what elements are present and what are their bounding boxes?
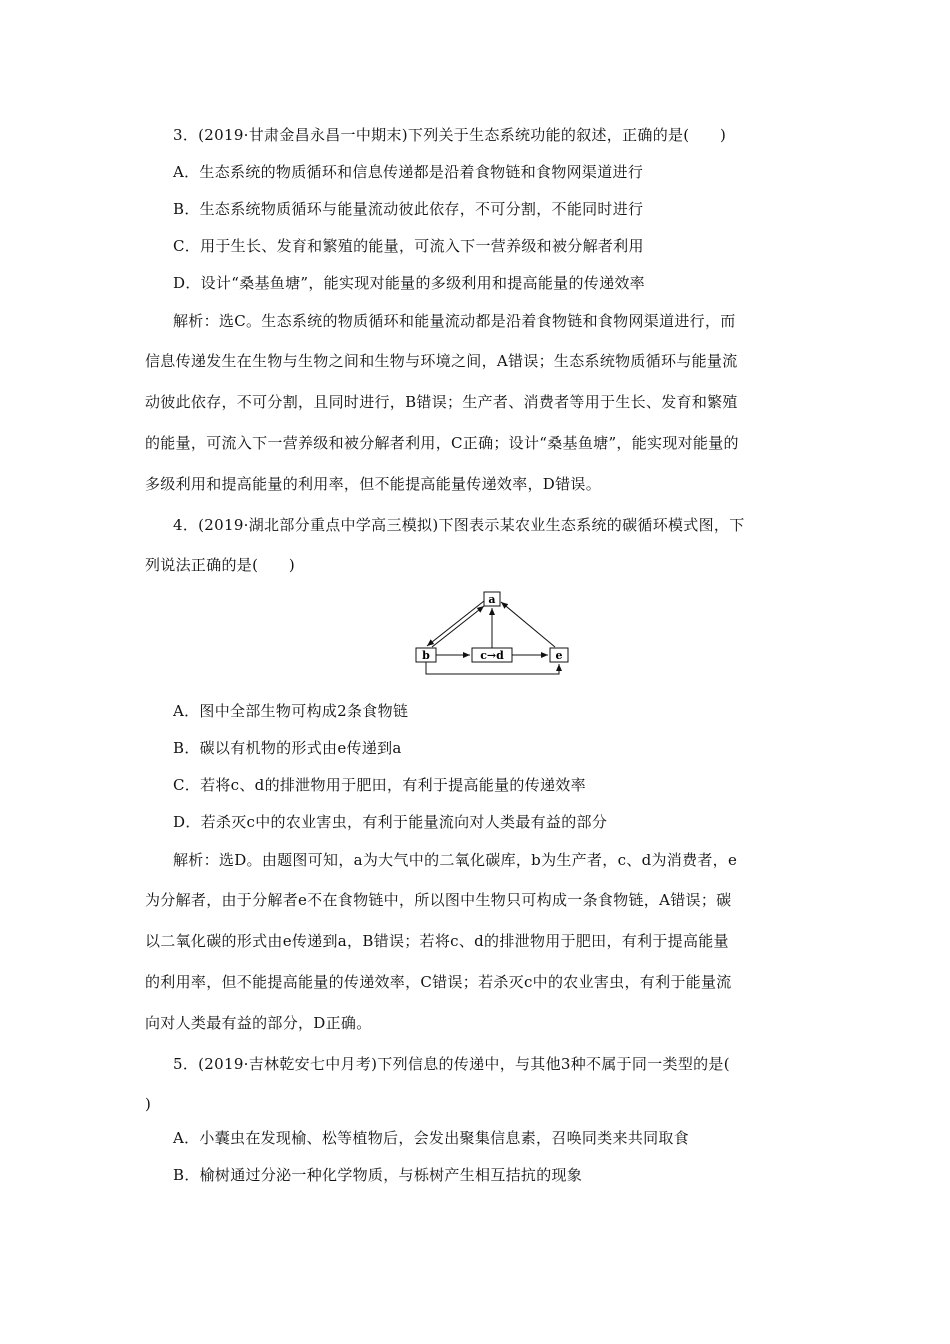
q5-option-b: B．榆树通过分泌一种化学物质，与栎树产生相互拮抗的现象 [173, 1166, 583, 1184]
q4-analysis-line: 的利用率，但不能提高能量的传递效率，C错误；若杀灭c中的农业害虫，有利于能量流 [145, 973, 732, 991]
q3-analysis-line: 动彼此依存，不可分割，且同时进行，B错误；生产者、消费者等用于生长、发育和繁殖 [145, 393, 738, 411]
q4-stem-line: 4．(2019·湖北部分重点中学高三模拟)下图表示某农业生态系统的碳循环模式图，下 [173, 516, 745, 534]
arrow-a-to-b [427, 601, 484, 646]
q5-stem-line: ) [145, 1095, 152, 1113]
q4-option-a: A．图中全部生物可构成2条食物链 [173, 702, 409, 720]
q3-analysis-line: 的能量，可流入下一营养级和被分解者利用，C正确；设计“桑基鱼塘”，能实现对能量的 [145, 434, 739, 452]
node-cd-label: c→d [480, 649, 504, 662]
q3-stem: 3．(2019·甘肃金昌永昌一中期末)下列关于生态系统功能的叙述，正确的是( ) [173, 126, 727, 144]
q3-option-a: A．生态系统的物质循环和信息传递都是沿着食物链和食物网渠道进行 [173, 163, 644, 181]
arrow-b-to-e [426, 662, 559, 674]
q4-analysis-line: 解析：选D。由题图可知，a为大气中的二氧化碳库，b为生产者，c、d为消费者，e [173, 851, 738, 869]
q3-analysis-line: 信息传递发生在生物与生物之间和生物与环境之间，A错误；生态系统物质循环与能量流 [145, 352, 738, 370]
arrow-e-to-a [501, 602, 555, 647]
q4-analysis-line: 向对人类最有益的部分，D正确。 [145, 1014, 372, 1032]
node-a-label: a [488, 593, 496, 606]
node-b-label: b [422, 649, 430, 662]
q3-analysis-line: 解析：选C。生态系统的物质循环和能量流动都是沿着食物链和食物网渠道进行，而 [173, 312, 736, 330]
q4-analysis-line: 为分解者，由于分解者e不在食物链中，所以图中生物只可构成一条食物链，A错误；碳 [145, 891, 732, 909]
q3-option-b: B．生态系统物质循环与能量流动彼此依存，不可分割，不能同时进行 [173, 200, 644, 218]
q4-option-d: D．若杀灭c中的农业害虫，有利于能量流向对人类最有益的部分 [173, 813, 608, 831]
q4-option-b: B．碳以有机物的形式由e传递到a [173, 739, 402, 757]
q3-analysis-line: 多级利用和提高能量的利用率，但不能提高能量传递效率，D错误。 [145, 475, 602, 493]
q3-option-d: D．设计“桑基鱼塘”，能实现对能量的多级利用和提高能量的传递效率 [173, 274, 645, 292]
q5-stem-line: 5．(2019·吉林乾安七中月考)下列信息的传递中，与其他3种不属于同一类型的是( [173, 1055, 730, 1073]
q4-analysis-line: 以二氧化碳的形式由e传递到a，B错误；若将c、d的排泄物用于肥田，有利于提高能量 [145, 932, 729, 950]
carbon-cycle-diagram [412, 590, 578, 682]
q4-stem-line: 列说法正确的是( ) [145, 556, 296, 574]
q5-option-a: A．小囊虫在发现榆、松等植物后，会发出聚集信息素，召唤同类来共同取食 [173, 1129, 690, 1147]
arrow-b-to-a [432, 606, 484, 647]
q4-option-c: C．若将c、d的排泄物用于肥田，有利于提高能量的传递效率 [173, 776, 586, 794]
q3-option-c: C．用于生长、发育和繁殖的能量，可流入下一营养级和被分解者利用 [173, 237, 644, 255]
node-e-label: e [555, 649, 563, 662]
